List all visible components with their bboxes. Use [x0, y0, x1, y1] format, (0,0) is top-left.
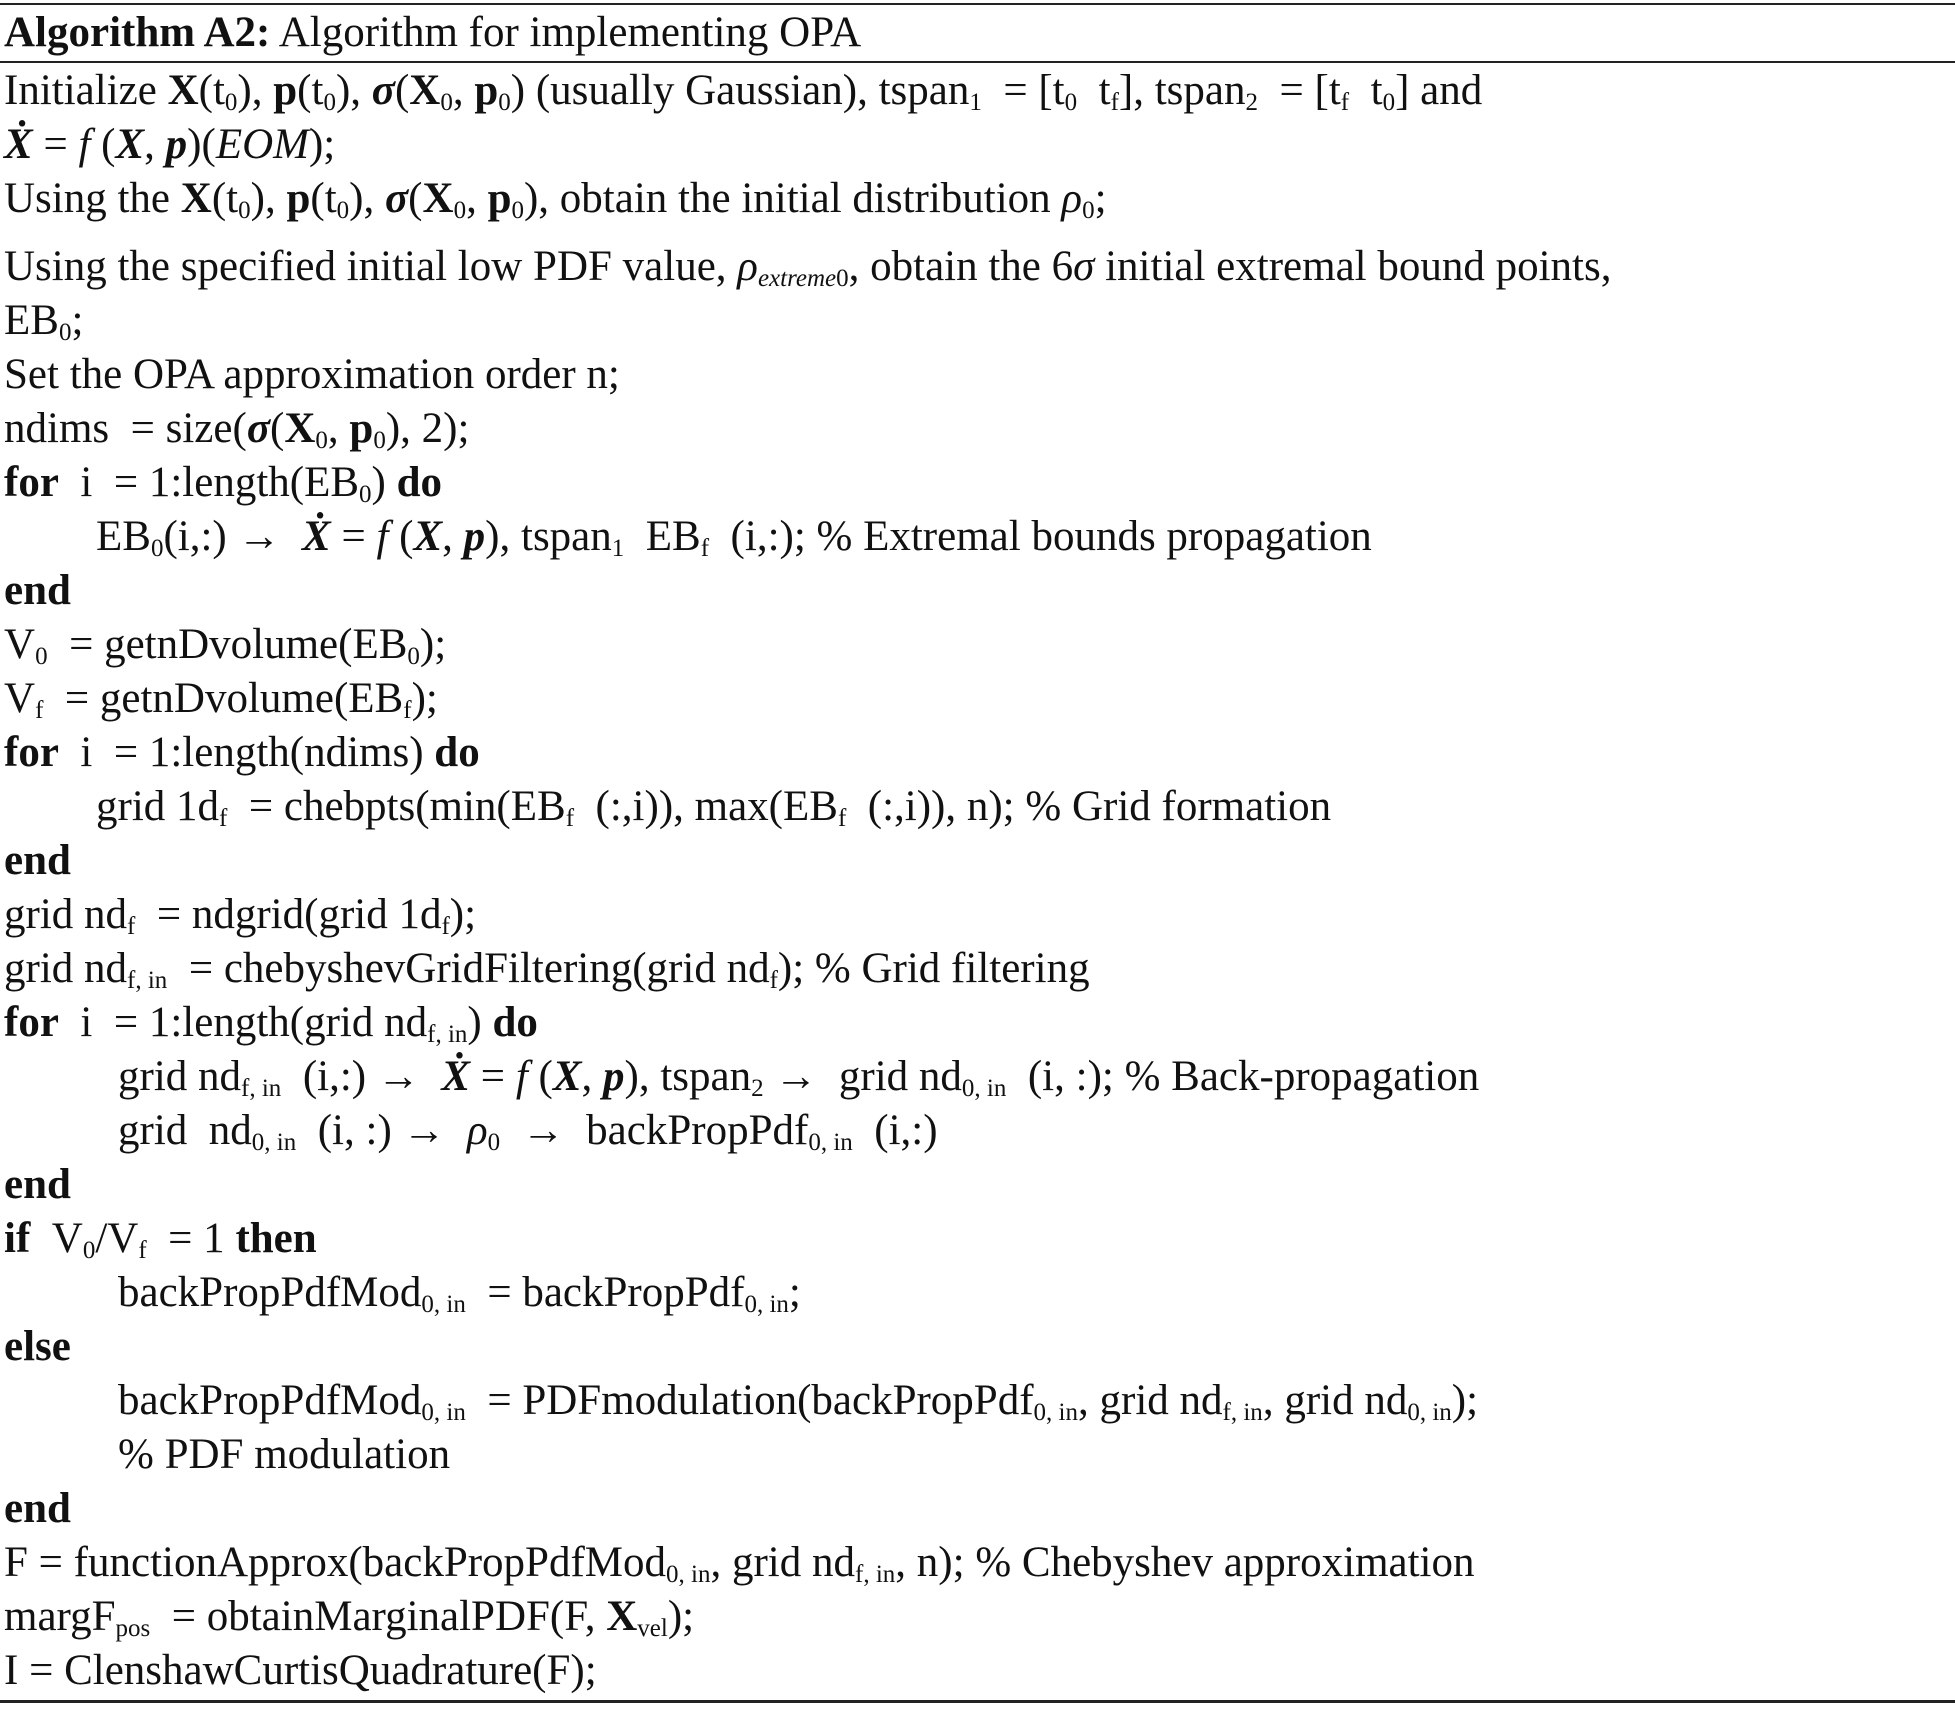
algorithm-line: % PDF modulation: [118, 1431, 451, 1478]
algorithm-line: backPropPdfMod$_{0, in}$ = backPropPdf$_{0, in}$;: [118, 1269, 801, 1318]
algorithm-line: $V_0$ = $getnDvolume(EB_0)$;: [4, 621, 447, 670]
algorithm-line: Using the $X(t_0)$, $p(t_0)$, $\sigma(X_0$, $p_0$), obtain the initial distribution $\rho_0$;: [4, 175, 1107, 224]
algorithm-line: end: [4, 567, 71, 614]
algorithm-line: $EB_0$;: [4, 297, 84, 346]
algorithm-line: I = ClenshawCurtisQuadrature(F);: [4, 1647, 597, 1694]
algorithm-line: grid $1d_f$ = $chebpts(\min(EB_f$ (:,i)), $\max(EB_f$ (:,i)), n); % Grid formation: [96, 783, 1332, 832]
algorithm-line: Ẋ = f (X, p)(EOM);: [4, 121, 336, 168]
algorithm-line: end: [4, 837, 71, 884]
bottom-rule: [0, 1700, 1955, 1703]
algorithm-line: for $i = 1:length(EB_0)$ do: [4, 459, 443, 508]
algorithm-line: grid $nd_{f, in}$ = chebyshevGridFiltering(grid $nd_f$); % Grid filtering: [4, 945, 1090, 994]
algorithm-line: ndims = $size(\sigma(X_0$, $p_0$), 2);: [4, 405, 470, 454]
algorithm-line: grid $nd_f$ = ndgrid(grid $1d_f$);: [4, 891, 477, 940]
algorithm-line: margF$_{pos}$ = obtainMarginalPDF(F, $X_{vel}$);: [4, 1593, 695, 1642]
algorithm-line: F = functionApprox(backPropPdfMod$_{0, in}$, grid $nd_{f, in}$, n); % Chebyshev approximation: [4, 1539, 1475, 1588]
algorithm-line: else: [4, 1323, 71, 1370]
algorithm-line: $V_f$ = $getnDvolume(EB_f)$;: [4, 675, 438, 724]
algorithm-line: Initialize $X(t_0)$, $p(t_0)$, $\sigma(X_0$, $p_0$) (usually Gaussian), tspan$_1$ = [$t_0$ $t_f$], tspan$_2$ = [$t_f$ $t_0$] and: [4, 67, 1483, 116]
algorithm-line: for i = 1:length(ndims) do: [4, 729, 480, 776]
algorithm-line: Using the specified initial low PDF value, $\rho_{extreme0}$, obtain the 6σ initial extremal bound points,: [4, 243, 1612, 292]
algorithm-caption: [4, 5, 861, 61]
algorithm-line: end: [4, 1161, 71, 1208]
algorithm-title: Algorithm for implementing OPA: [278, 9, 862, 56]
algorithm-line: Set the OPA approximation order n;: [4, 351, 620, 398]
algorithm-label: Algorithm A2:: [4, 9, 271, 56]
algorithm-line: grid $nd_{0, in}$ (i, :) → $\rho_0$ → backPropPdf$_{0, in}$ (i,:): [118, 1107, 938, 1156]
algorithm-line: backPropPdfMod$_{0, in}$ = PDFmodulation(backPropPdf$_{0, in}$, grid $nd_{f, in}$, grid $nd_{0, in}$);: [118, 1377, 1479, 1426]
algorithm-line: end: [4, 1485, 71, 1532]
algorithm-line: for i = 1:length(grid $nd_{f, in}$) do: [4, 999, 538, 1048]
algorithm-body: [4, 64, 1949, 1698]
caption-rule: [0, 61, 1955, 63]
algorithm-line: if $V_0/V_f = 1$ then: [4, 1215, 317, 1264]
algorithm-line: grid $nd_{f, in}$ (i,:) → Ẋ = f (X, p), tspan$_2$ → grid $nd_{0, in}$ (i, :); % Back-propagation: [118, 1053, 1480, 1102]
line-gap: [4, 226, 1949, 240]
algorithm-line: $EB_0(i,:)$ → Ẋ = f (X, p), tspan$_1$ $EB_f$ (i,:); % Extremal bounds propagation: [96, 513, 1372, 562]
